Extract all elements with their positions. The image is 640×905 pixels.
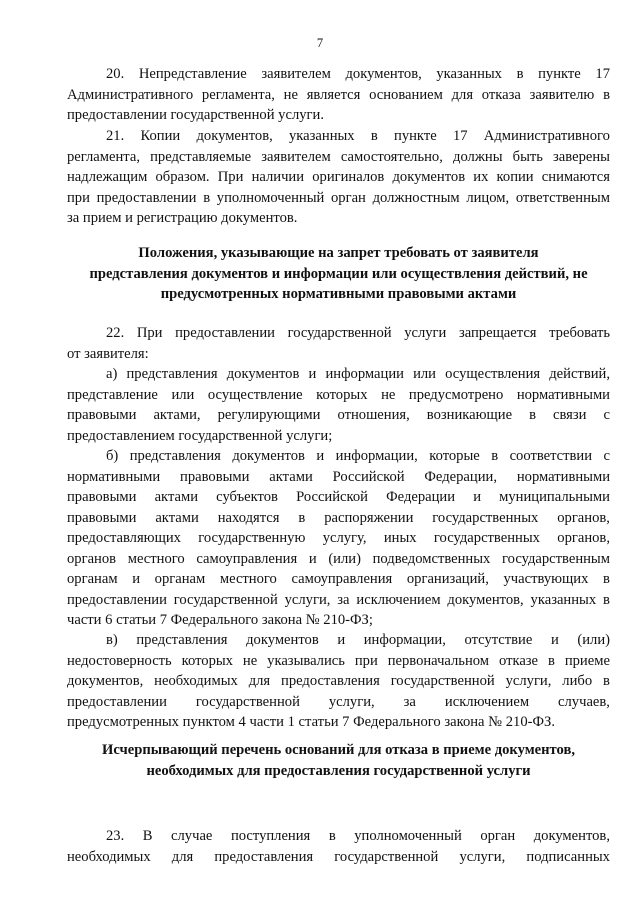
- paragraph-20: 20. Непредставление заявителем документов, указанных в пункте 17 Административного регламента, не является основанием для отказа заявителю в предоставлении государственной услуги.: [67, 66, 610, 123]
- section-heading-refusal-grounds: Исчерпывающий перечень оснований для отказа в приеме документов, необходимых для предоставления государственной услуги: [102, 742, 575, 779]
- paragraph-22-v: в) представления документов и информации, отсутствие и (или) недостоверность которых не указывались при первоначальном отказе в приеме документов, необходимых для предоставления государственной услуги, либо в предоставлении государственной услуги, за исключением случаев, предусмотренных пунктом 4 части 1 статьи 7 Федерального закона № 210-ФЗ.: [67, 632, 610, 730]
- paragraph-22-a: а) представления документов и информации или осуществления действий, представление или осуществление которых не предусмотрено нормативными правовыми актами, регулирующими отношения, возникающие в связи с предоставлением государственной услуги;: [67, 366, 610, 444]
- paragraph-22: 22. При предоставлении государственной услуги запрещается требовать от заявителя:: [67, 325, 610, 362]
- paragraph-22-b: б) представления документов и информации, которые в соответствии с нормативными правовыми актами Российской Федерации, нормативными правовыми актами субъектов Российской Федерации и муниципальными правовыми актами находятся в распоряжении государственных органов, предоставляющих государственную услугу, иных государственных органов, органов местного самоуправления и (или) подведомственных государственным органам и органам местного самоуправления организаций, участвующих в предоставлении государственной услуги, за исключением документов, указанных в части 6 статьи 7 Федерального закона № 210-ФЗ;: [67, 448, 610, 628]
- section-heading-prohibitions: Положения, указывающие на запрет требовать от заявителя представления документов и информации или осуществления действий, не предусмотренных нормативными правовыми актами: [89, 245, 588, 302]
- paragraph-23: 23. В случае поступления в уполномоченный орган документов, необходимых для предоставления государственной услуги, подписанных: [67, 828, 610, 865]
- page-number: 7: [316, 36, 324, 50]
- paragraph-21: 21. Копии документов, указанных в пункте 17 Административного регламента, представляемые заявителем самостоятельно, должны быть заверены надлежащим образом. При наличии оригиналов документов их копии снимаются при предоставлении в уполномоченный орган должностным лицом, ответственным за прием и регистрацию документов.: [67, 128, 610, 226]
